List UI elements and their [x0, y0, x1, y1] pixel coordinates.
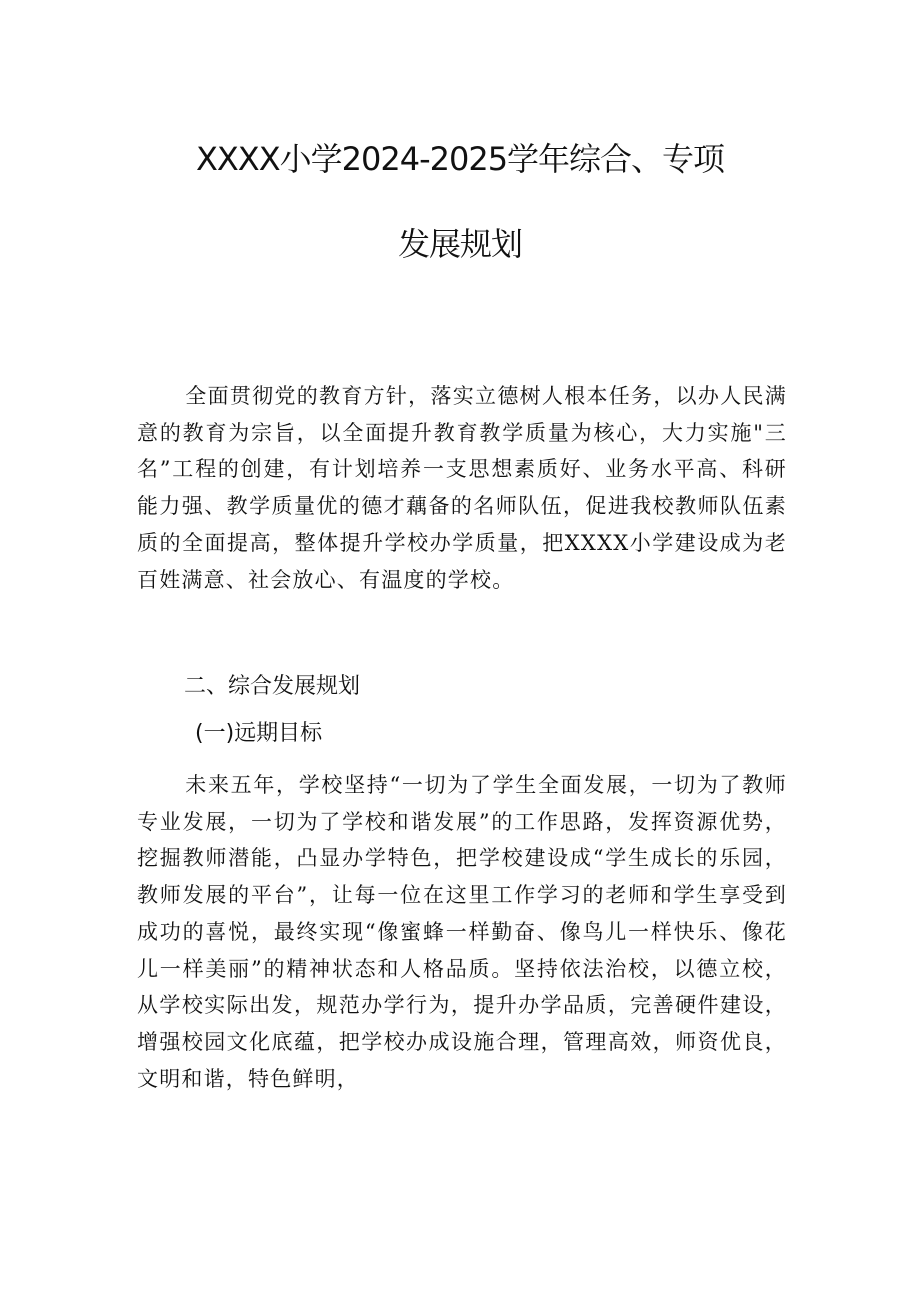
document-title-line-2: 发展规划 — [397, 225, 522, 263]
goal-paragraph: 未来五年，学校坚持“一切为了学生全面发展，一切为了教师专业发展，一切为了学校和谐发展”的工作思路，发挥资源优势，挖掘教师潜能，凸显办学特色，把学校建设成“学生成长的乐园，教师发展的平台”，让每一位在这里工作学习的老师和学生享受到成功的喜悦，最终实现“像蜜蜂一样勤奋、像鸟儿一样快乐、像花儿一样美丽”的精神状态和人格品质。坚持依法治校，以德立校，从学校实际出发，规范办学行为，提升办学品质，完善硬件建设，增强校园文化底蕴，把学校办成设施合理，管理高效，师资优良，文明和谐，特色鲜明， — [137, 773, 787, 1091]
section-heading: 二、综合发展规划 — [184, 674, 361, 699]
document-title-line-1: XXXX小学2024-2025学年综合、专项 — [195, 140, 725, 178]
subsection-heading: (一)远期目标 — [195, 721, 323, 746]
intro-paragraph: 全面贯彻党的教育方针，落实立德树人根本任务，以办人民满意的教育为宗旨，以全面提升教育教学质量为核心，大力实施"三名”工程的创建，有计划培养一支思想素质好、业务水平高、科研能力强、教学质量优的德才藕备的名师队伍，促进我校教师队伍素质的全面提高，整体提升学校办学质量，把XXXX小学建设成为老百姓满意、社会放心、有温度的学校。 — [137, 384, 787, 592]
